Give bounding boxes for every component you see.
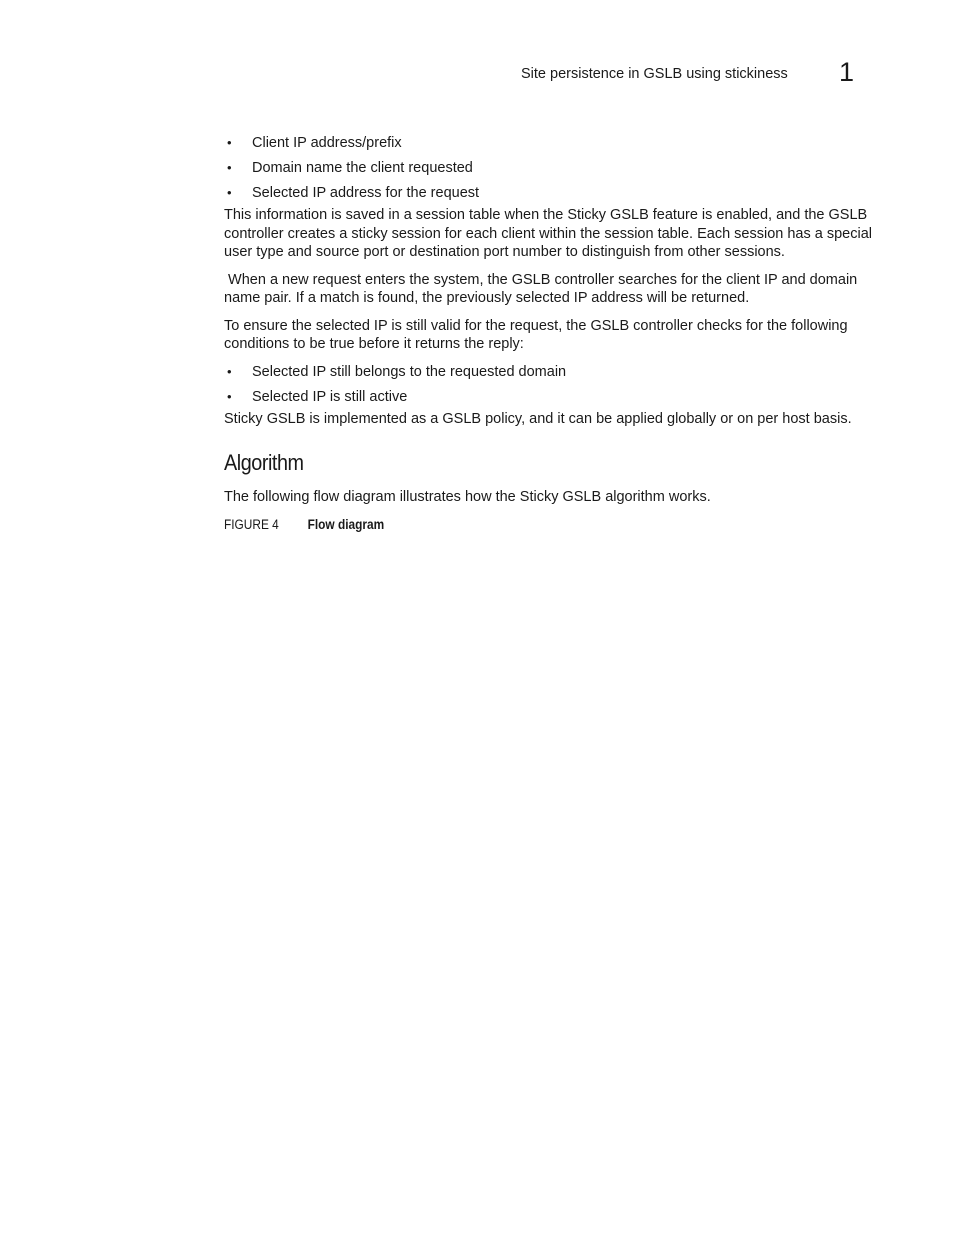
running-title: Site persistence in GSLB using stickiness [521,66,788,82]
list-item: • Selected IP still belongs to the requested domain [227,363,567,380]
figure-title: Flow diagram [307,516,385,532]
figure-caption [224,516,796,535]
bullet-icon: • [227,135,232,150]
list-item: • Domain name the client requested [227,160,473,176]
paragraph-policy: Sticky GSLB is implemented as a GSLB policy, and it can be applied globally or on per host basis. [224,410,852,427]
bullet-icon: • [227,388,232,404]
paragraph-validity-check: To ensure the selected IP is still valid for the request, the GSLB controller checks for the following conditions to be true before it returns the reply: [224,317,848,352]
paragraph-new-request: When a new request enters the system, the GSLB controller searches for the client IP and domain name pair. If a match is found, the previously selected IP address will be returned. [224,271,862,306]
paragraph-flow-intro: The following flow diagram illustrates how the Sticky GSLB algorithm works. [224,489,711,505]
section-heading-algorithm: Algorithm [224,450,304,475]
figure-label: FIGURE 4 [224,516,279,532]
chapter-number: 1 [839,57,855,87]
bullet-list-conditions [224,363,874,410]
page-content [224,134,874,534]
bullet-icon: • [227,363,232,379]
list-item: • Selected IP is still active [227,388,408,405]
bullet-icon: • [227,185,232,200]
bullet-icon: • [227,160,232,175]
list-item: • Client IP address/prefix [227,135,402,151]
bullet-list-session-fields [224,134,874,206]
running-header [0,58,954,88]
paragraph-session-table: This information is saved in a session table when the Sticky GSLB feature is enabled, and the GSLB controller creates a sticky session for each client within the session table. Each session has a special user type and source port or destination port number to distinguish from other sessions. [224,207,872,260]
list-item: • Selected IP address for the request [227,185,480,201]
